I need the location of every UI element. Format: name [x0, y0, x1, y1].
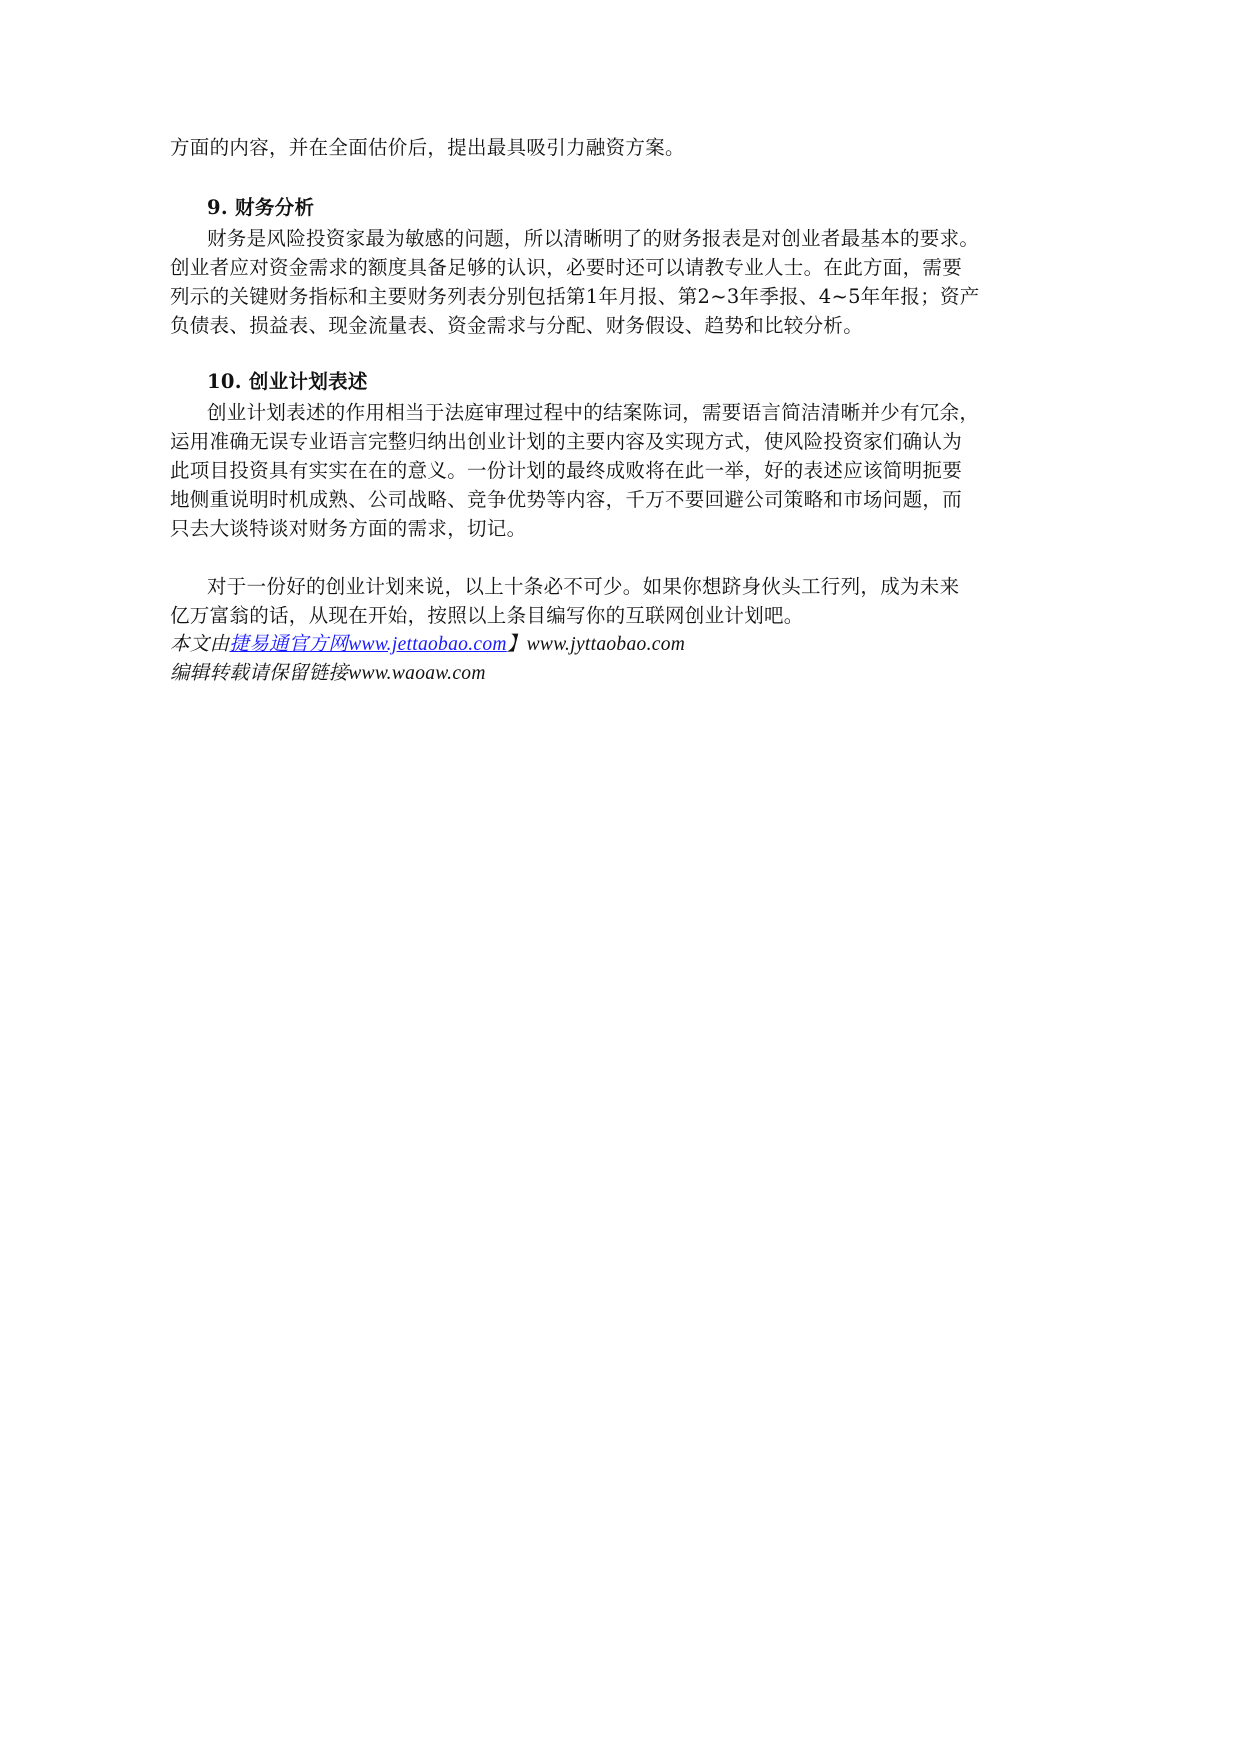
closing-line: 对于一份好的创业计划来说，以上十条必不可少。如果你想跻身伙头工行列，成为未来	[207, 575, 960, 598]
section-10-line: 运用准确无误专业语言完整归纳出创业计划的主要内容及实现方式，使风险投资家们确认为	[170, 430, 963, 453]
section-9-line: 负债表、损益表、现金流量表、资金需求与分配、财务假设、趋势和比较分析。	[170, 314, 864, 337]
section-10-line: 创业计划表述的作用相当于法庭审理过程中的结案陈词，需要语言简洁清晰并少有冗余，	[207, 401, 980, 424]
section-9-line: 创业者应对资金需求的额度具备足够的认识，必要时还可以请教专业人士。在此方面，需要	[170, 256, 963, 279]
section-10-heading: 10. 创业计划表述	[207, 370, 368, 393]
footer-repost-line: 编辑转载请保留链接www.waoaw.com	[170, 663, 486, 684]
section-9-line: 列示的关键财务指标和主要财务列表分别包括第1年月报、第2~3年季报、4~5年年报；资产	[170, 285, 980, 308]
section-9-heading: 9. 财务分析	[207, 196, 315, 219]
footer-source-line	[170, 631, 685, 659]
section-9-line: 财务是风险投资家最为敏感的问题，所以清晰明了的财务报表是对创业者最基本的要求。	[207, 227, 980, 250]
footer-suffix: 】www.jyttaobao.com	[506, 634, 686, 655]
closing-line: 亿万富翁的话，从现在开始，按照以上条目编写你的互联网创业计划吧。	[170, 604, 804, 627]
intro-line: 方面的内容，并在全面估价后，提出最具吸引力融资方案。	[170, 136, 685, 159]
section-10-line: 只去大谈特谈对财务方面的需求，切记。	[170, 517, 527, 540]
footer-prefix: 本文由	[170, 634, 230, 655]
source-link[interactable]: 捷易通官方网www.jettaobao.com	[229, 634, 507, 655]
section-10-line: 此项目投资具有实实在在的意义。一份计划的最终成败将在此一举，好的表述应该简明扼要	[170, 459, 963, 482]
section-10-line: 地侧重说明时机成熟、公司战略、竞争优势等内容，千万不要回避公司策略和市场问题，而	[170, 488, 963, 511]
